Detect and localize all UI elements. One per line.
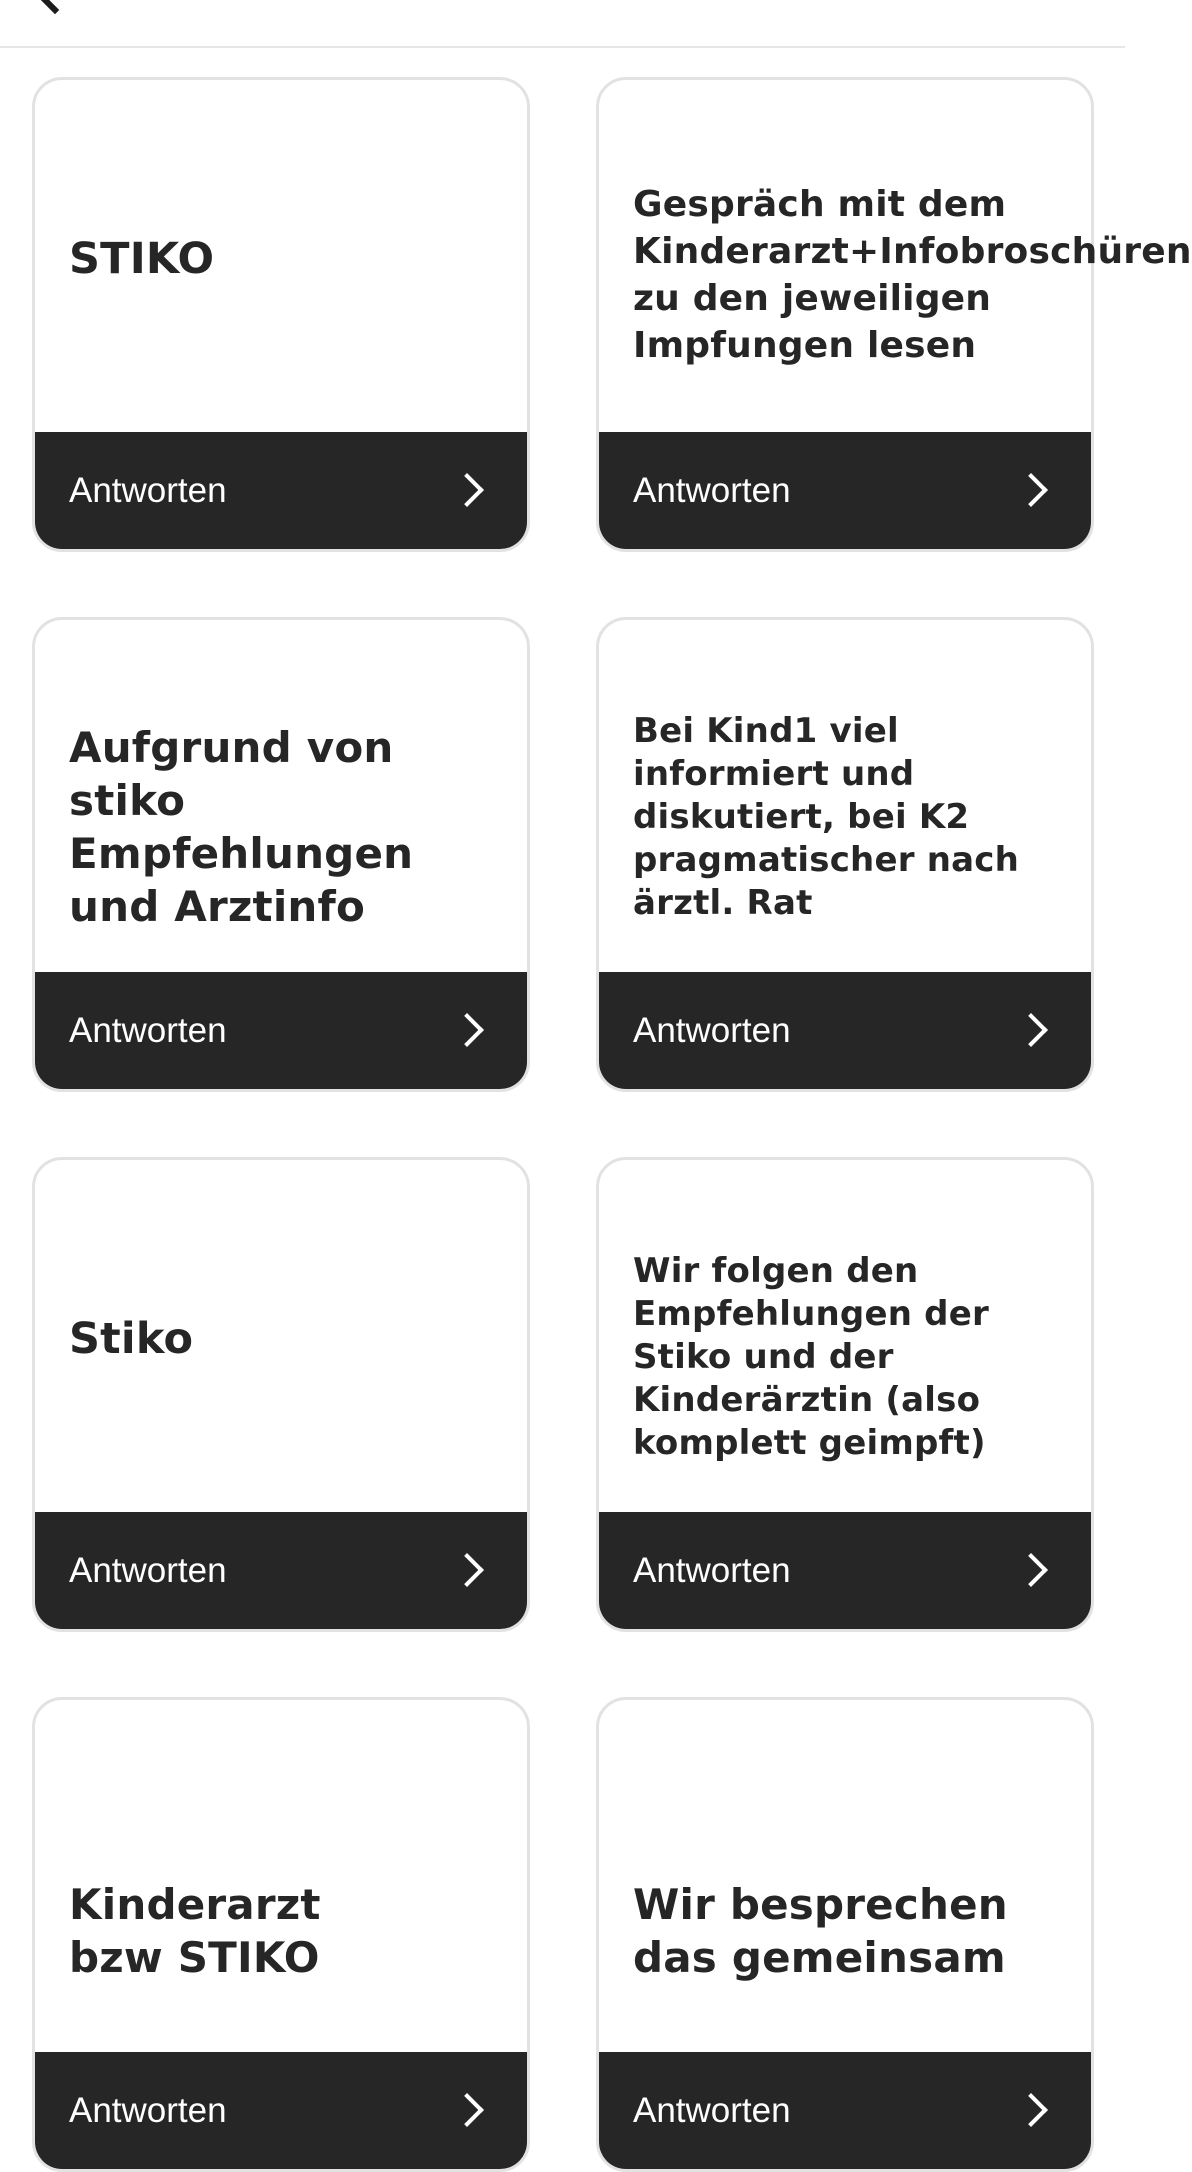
chevron-right-icon xyxy=(450,473,484,507)
answer-card xyxy=(32,1157,530,1632)
answer-button-label: Antworten xyxy=(633,1011,791,1050)
card-text: Wir besprechen das gemeinsam xyxy=(633,1880,1008,1982)
chevron-right-icon xyxy=(450,1013,484,1047)
answer-button-label: Antworten xyxy=(633,2091,791,2130)
answer-card xyxy=(596,1157,1094,1632)
chevron-right-icon xyxy=(1014,2093,1048,2127)
answer-card xyxy=(32,1697,530,2172)
answer-button-label: Antworten xyxy=(69,1011,227,1050)
answer-button[interactable] xyxy=(35,432,527,549)
answer-button-label: Antworten xyxy=(69,2091,227,2130)
answer-card xyxy=(32,617,530,1092)
answer-button[interactable] xyxy=(599,432,1091,549)
card-text: STIKO xyxy=(69,233,215,284)
card-text: Stiko xyxy=(69,1313,194,1364)
answer-card xyxy=(32,77,530,552)
chevron-left-icon[interactable] xyxy=(34,0,76,14)
answer-button-label: Antworten xyxy=(69,471,227,510)
chevron-right-icon xyxy=(450,2093,484,2127)
card-text: Wir folgen den Empfehlungen der Stiko und der Kinderärztin (also komplett geimpft) xyxy=(633,1250,989,1463)
card-text: Aufgrund von stiko Empfehlungen und Arztinfo xyxy=(69,723,414,931)
answer-button[interactable] xyxy=(599,972,1091,1089)
top-navigation-bar xyxy=(0,0,1125,48)
answer-button[interactable] xyxy=(35,1512,527,1629)
chevron-right-icon xyxy=(1014,1553,1048,1587)
chevron-right-icon xyxy=(450,1553,484,1587)
answer-button[interactable] xyxy=(599,2052,1091,2169)
answer-button-label: Antworten xyxy=(633,1551,791,1590)
answer-button-label: Antworten xyxy=(633,471,791,510)
answer-button[interactable] xyxy=(599,1512,1091,1629)
answer-button[interactable] xyxy=(35,972,527,1089)
answer-button[interactable] xyxy=(35,2052,527,2169)
card-text: Bei Kind1 viel informiert und diskutiert, bei K2 pragmatischer nach ärztl. Rat xyxy=(633,710,1020,923)
chevron-right-icon xyxy=(1014,1013,1048,1047)
answer-card xyxy=(596,77,1192,552)
answer-card xyxy=(596,1697,1094,2172)
answer-button-label: Antworten xyxy=(69,1551,227,1590)
answer-card xyxy=(596,617,1094,1092)
chevron-right-icon xyxy=(1014,473,1048,507)
card-text: Kinderarzt bzw STIKO xyxy=(69,1880,321,1982)
card-text: Gespräch mit dem Kinderarzt+Infobroschüren zu den jeweiligen Impfungen lesen xyxy=(633,184,1192,366)
